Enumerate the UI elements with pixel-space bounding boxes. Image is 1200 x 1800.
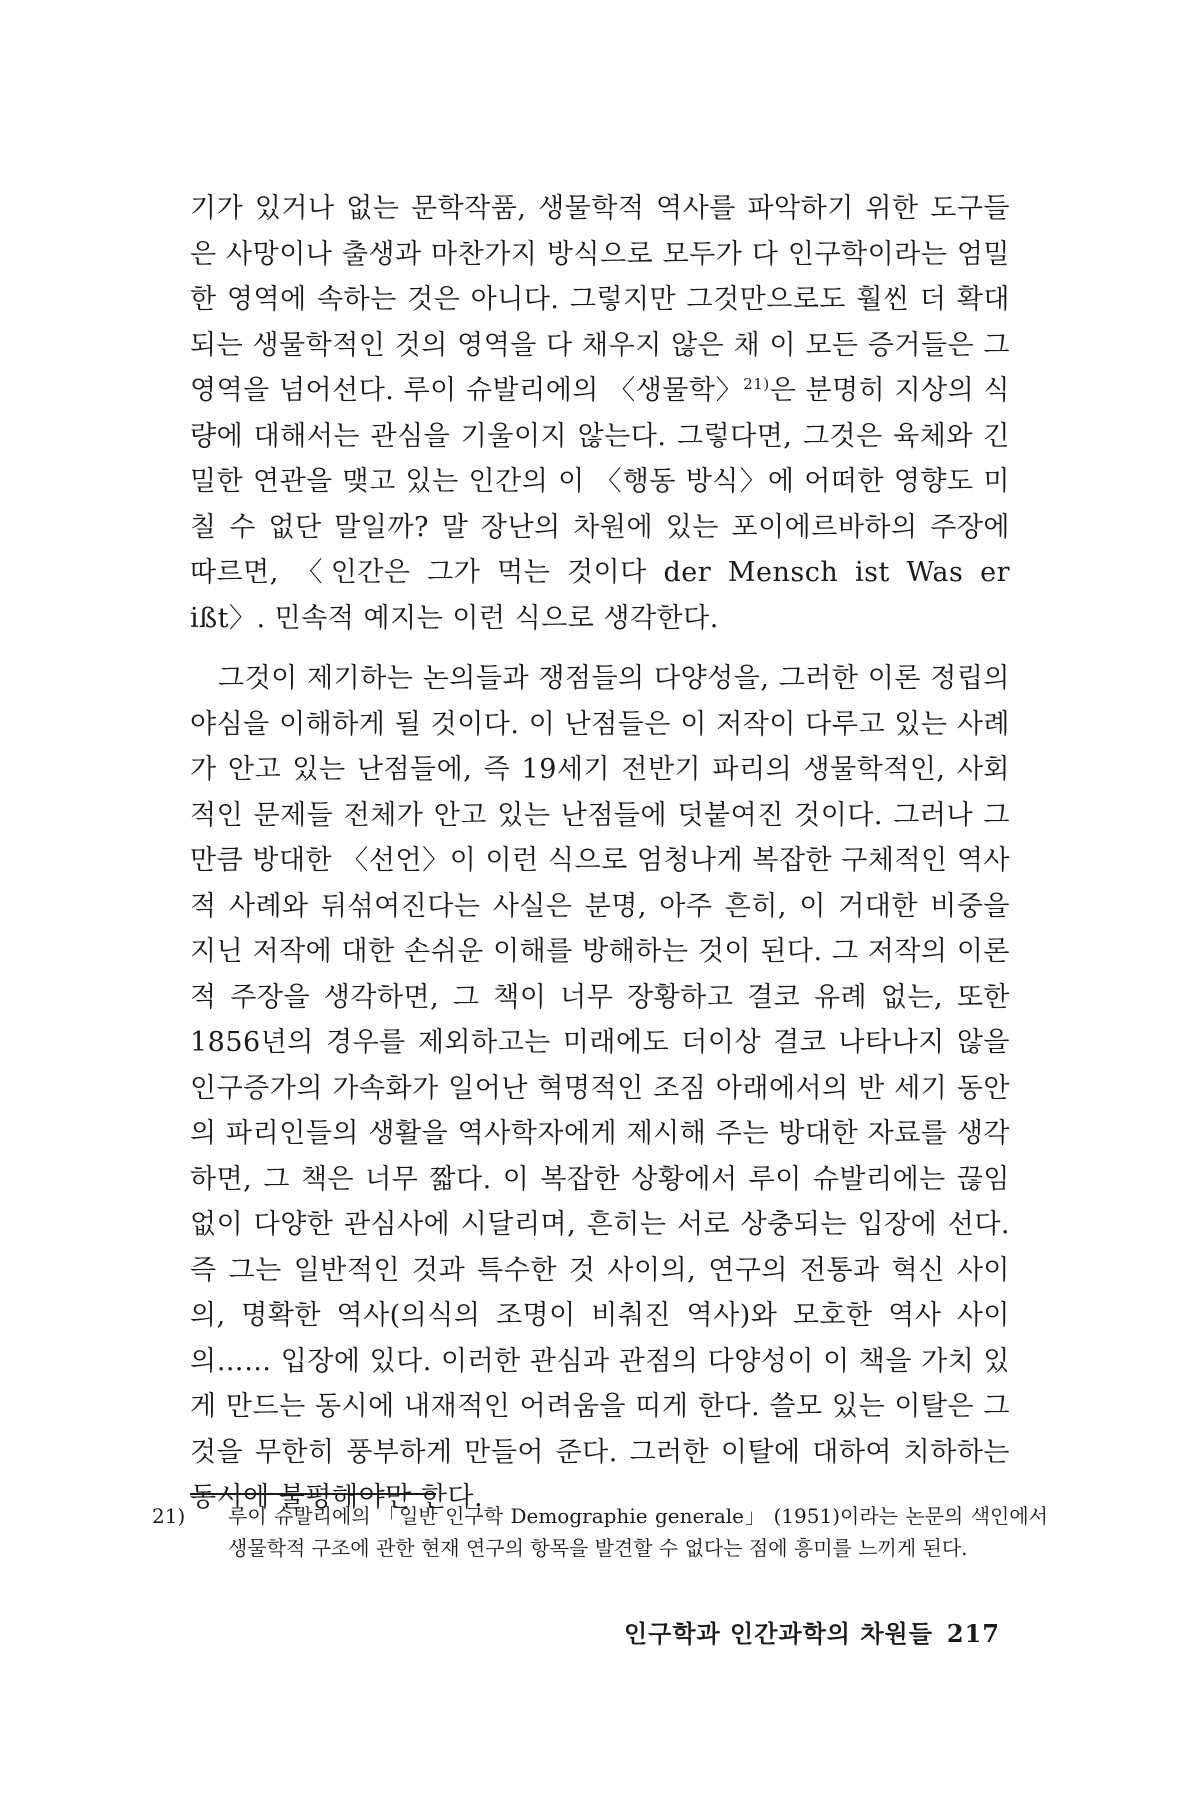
body-paragraph-1 bbox=[190, 186, 1010, 641]
footnote-number: 21) bbox=[152, 1504, 186, 1528]
body-paragraph-2: 그것이 제기하는 논의들과 쟁점들의 다양성을, 그러한 이론 정립의 야심을 이해하게 될 것이다. 이 난점들은 이 저작이 다루고 있는 사례가 안고 있는 난점들에, 즉 19세기 전반기 파리의 생물학적인, 사회적인 문제들 전체가 안고 있는 난점들에 덧붙여진 것이다. 그러나 그만큼 방대한 〈선언〉이 이런 식으로 엄청나게 복잡한 구체적인 역사적 사례와 뒤섞여진다는 사실은 분명, 아주 흔히, 이 거대한 비중을 지닌 저작에 대한 손쉬운 이해를 방해하는 것이 된다. 그 저작의 이론적 주장을 생각하면, 그 책이 너무 장황하고 결코 유례 없는, 또한 1856년의 경우를 제외하고는 미래에도 더이상 결코 나타나지 않을 인구증가의 가속화가 일어난 혁명적인 조짐 아래에서의 반 세기 동안의 파리인들의 생활을 역사학자에게 제시해 주는 방대한 자료를 생각하면, 그 책은 너무 짧다. 이 복잡한 상황에서 루이 슈발리에는 끊임없이 다양한 관심사에 시달리며, 흔히는 서로 상충되는 입장에 선다. 즉 그는 일반적인 것과 특수한 것 사이의, 연구의 전통과 혁신 사이의, 명확한 역사(의식의 조명이 비춰진 역사)와 모호한 역사 사이의…… 입장에 있다. 이러한 관심과 관점의 다양성이 이 책을 가치 있게 만드는 동시에 내재적인 어려움을 띠게 한다. 쓸모 있는 이탈은 그것을 무한히 풍부하게 만들어 준다. 그러한 이탈에 대하여 치하하는 동시에 불평해야만 한다. bbox=[190, 663, 1010, 1513]
footnote bbox=[152, 1500, 1048, 1564]
footnote-text: 루이 슈발리에의 「일반 인구학 Demographie generale」 (1951)이라는 논문의 색인에서 생물학적 구조에 관한 현재 연구의 항목을 발견할 수 없다는 점에 흥미를 느끼게 된다. bbox=[228, 1504, 1048, 1560]
page-number: 217 bbox=[946, 1619, 1000, 1648]
running-title: 인구학과 인간과학의 차원들 bbox=[623, 1619, 933, 1648]
footnote-divider bbox=[190, 1493, 436, 1495]
paragraph-1-text-b: 은 분명히 지상의 식량에 대해서는 관심을 기울이지 않는다. 그렇다면, 그것은 육체와 긴밀한 연관을 맺고 있는 인간의 이 〈행동 방식〉에 어떠한 영향도 미칠 수 없단 말일까? 말 장난의 차원에 있는 포이에르바하의 주장에 따르면, 〈인간은 그가 먹는 것이다 der Mensch ist Was er ißt〉. 민속적 예지는 이런 식으로 생각한다. bbox=[190, 375, 1011, 634]
running-footer bbox=[624, 1614, 1000, 1649]
footnote-reference: 21) bbox=[743, 375, 770, 393]
paragraph-1-text-a: 기가 있거나 없는 문학작품, 생물학적 역사를 파악하기 위한 도구들은 사망이나 출생과 마찬가지 방식으로 모두가 다 인구학이라는 엄밀한 영역에 속하는 것은 아니다. 그렇지만 그것만으로도 훨씬 더 확대되는 생물학적인 것의 영역을 다 채우지 않은 채 이 모든 증거들은 그 영역을 넘어선다. 루이 슈발리에의 〈생물학〉 bbox=[190, 193, 1010, 406]
